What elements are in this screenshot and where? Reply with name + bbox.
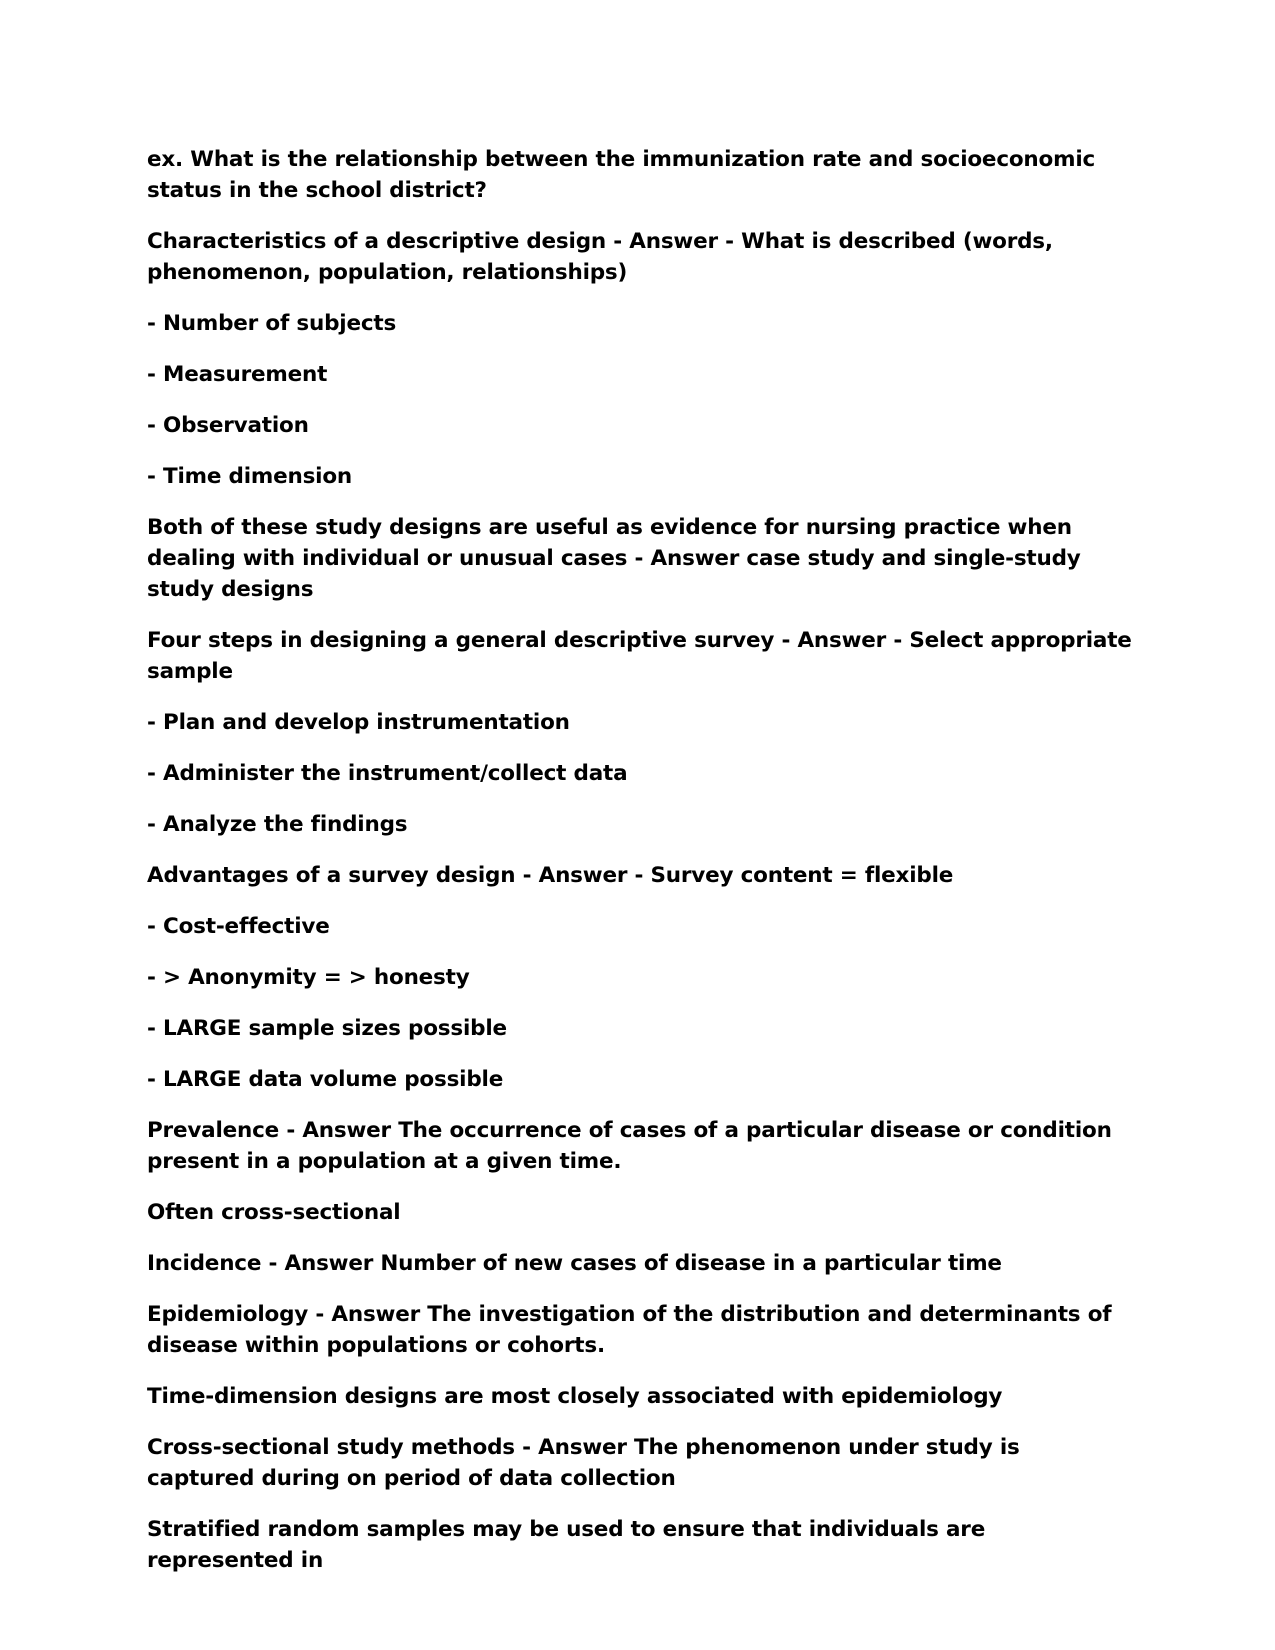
paragraph-case-study-designs: Both of these study designs are useful as evidence for nursing practice when dealing with individual or unusual cases - Answer case study and single-study study designs	[147, 515, 1081, 602]
list-item-administer-instrument: - Administer the instrument/collect data	[147, 761, 628, 786]
paragraph-descriptive-design: Characteristics of a descriptive design - Answer - What is described (words, phenomenon, population, relationships)	[147, 229, 1053, 285]
list-item-analyze-findings: - Analyze the findings	[147, 812, 408, 837]
paragraph-prevalence: Prevalence - Answer The occurrence of cases of a particular disease or condition present in a population at a given time.	[147, 1118, 1112, 1174]
list-item-large-data-volume: - LARGE data volume possible	[147, 1067, 504, 1092]
paragraph-often-cross-sectional: Often cross-sectional	[147, 1200, 401, 1225]
paragraph-example-question: ex. What is the relationship between the immunization rate and socioeconomic status in the school district?	[147, 147, 1096, 203]
document-body	[147, 144, 1132, 1596]
list-item-plan-instrumentation: - Plan and develop instrumentation	[147, 710, 570, 735]
list-item-number-of-subjects: - Number of subjects	[147, 311, 397, 336]
list-item-time-dimension: - Time dimension	[147, 464, 353, 489]
list-item-observation: - Observation	[147, 413, 309, 438]
list-item-large-sample-sizes: - LARGE sample sizes possible	[147, 1016, 507, 1041]
paragraph-cross-sectional-methods: Cross-sectional study methods - Answer The phenomenon under study is captured during on period of data collection	[147, 1435, 1020, 1491]
paragraph-survey-advantages: Advantages of a survey design - Answer - Survey content = flexible	[147, 863, 954, 888]
list-item-measurement: - Measurement	[147, 362, 328, 387]
paragraph-time-dimension-designs: Time-dimension designs are most closely associated with epidemiology	[147, 1384, 1003, 1409]
list-item-anonymity: - > Anonymity = > honesty	[147, 965, 470, 990]
list-item-cost-effective: - Cost-effective	[147, 914, 330, 939]
paragraph-stratified-samples: Stratified random samples may be used to ensure that individuals are represented in	[147, 1517, 986, 1573]
paragraph-epidemiology: Epidemiology - Answer The investigation of the distribution and determinants of disease within populations or cohorts.	[147, 1302, 1112, 1358]
paragraph-four-steps-survey: Four steps in designing a general descriptive survey - Answer - Select appropriate sample	[147, 628, 1132, 684]
paragraph-incidence: Incidence - Answer Number of new cases of disease in a particular time	[147, 1251, 1002, 1276]
